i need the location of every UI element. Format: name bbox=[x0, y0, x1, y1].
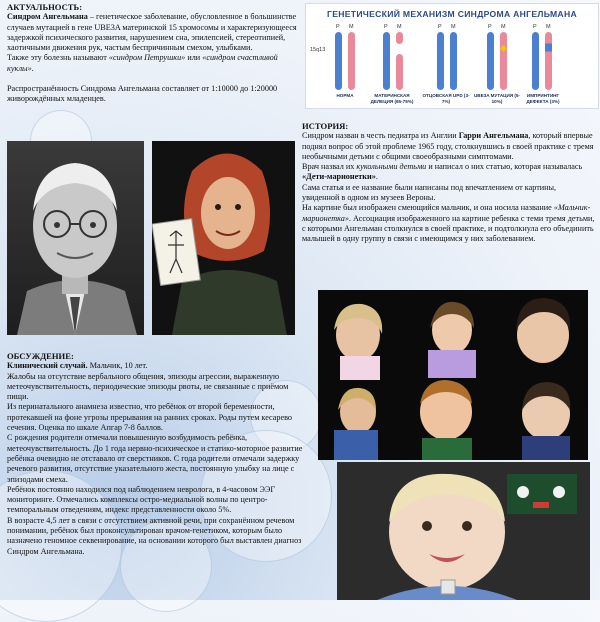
text-part: и написал о них статью, которая называлась bbox=[426, 162, 583, 172]
boy-with-puppet-painting bbox=[152, 141, 295, 335]
relevance-paragraph-1 bbox=[7, 12, 299, 53]
group-label-upd: ОТЦОВСКАЯ UPD (3-7%) bbox=[422, 93, 470, 104]
history-heading: ИСТОРИЯ: bbox=[302, 121, 349, 131]
discussion-section bbox=[7, 351, 307, 557]
history-paragraph-4 bbox=[302, 203, 595, 244]
clinical-case-line bbox=[7, 361, 307, 371]
maternal-chromosome-deleted bbox=[396, 32, 403, 44]
development-text: С рождения родители отмечали повышенную возбудимость ребёнка, метеочувствительность. До 1 года нервно-психическое и статико-моторное развитие ребёнка очевидно не отставало от сверстников. С года родители отмечали задержку речевого развития, отсутствие указательного жеста, постоянную улыбку на лице с эпизодами смеха. bbox=[7, 433, 303, 484]
relevance-heading: АКТУАЛЬНОСТЬ: bbox=[7, 2, 83, 12]
text-part: Врач назвал их bbox=[302, 162, 357, 172]
eeg-text: Ребёнок постоянно находился под наблюдением невролога, в 4-часовом ЭЭГ мониторинге. Отмечались комплексы остро-медиальной волны по центро-темпоральным отведениям, индекс представленности около 5%. bbox=[7, 484, 276, 515]
painting-illustration bbox=[152, 141, 295, 335]
text-part: . bbox=[375, 172, 378, 182]
history-paragraph-2 bbox=[302, 162, 595, 183]
diagram-title: ГЕНЕТИЧЕСКИЙ МЕХАНИЗМ СИНДРОМА АНГЕЛЬМАНА bbox=[327, 9, 577, 19]
paternal-chromosome bbox=[532, 32, 539, 90]
group-label-deletion: МАТЕРИНСКАЯ ДЕЛЕЦИЯ (65-75%) bbox=[370, 93, 414, 104]
anamnesis-text: Из перинатального анамнеза известно, что ребёнок от второй беременности, протекавшей на фоне угрозы прерывания на ранних сроках. Роды путем кесарево сечения. Оценка по шкале Апгар 7-8 баллов. bbox=[7, 402, 293, 433]
complaints-text: Жалобы на отсутствие вербального общения, эпизоды агрессии, выраженную метеочувствительность, периодические эпизоды рвоты, не связанные с приёмом пищи. bbox=[7, 371, 289, 402]
relevance-text: – генетическое заболевание, обусловленное в большинстве случаев мутацией в гене UBE3A материнской 15 хромосомы и характеризующееся задержкой психического развития, нарушением сна, эпилепсией, стереотипией, хаотичными движения рук, частым беспричинным смехом, улыбками. bbox=[7, 12, 297, 53]
group-label-norma: НОРМА bbox=[336, 93, 354, 98]
children-photo-collage bbox=[318, 290, 588, 460]
painting-title: «Мальчик-марионетка» bbox=[302, 203, 591, 223]
paternal-marker: P bbox=[336, 24, 340, 30]
discussion-heading: ОБСУЖДЕНИЕ: bbox=[7, 351, 74, 361]
diagnosis-text: В возрасте 4,5 лет в связи с отсутствием активной речи, при сохранённом речевом понимании, ребёнок был проконсультирован врачом-генетиком, которым было назначено геномное секвенирование, на основании которого был выставлен диагноз Синдром Ангельмана. bbox=[7, 515, 302, 556]
maternal-marker: M bbox=[451, 24, 456, 30]
maternal-marker: M bbox=[397, 24, 402, 30]
paternal-chromosome bbox=[450, 32, 457, 90]
alias-2: «синдром счастливой куклы» bbox=[7, 53, 278, 73]
children-illustration bbox=[318, 290, 588, 460]
group-label-imprinting: ИМПРИНТИНГ ДЕФЕКТА (3%) bbox=[526, 93, 560, 104]
paternal-marker: P bbox=[438, 24, 442, 30]
maternal-chromosome-imprinted bbox=[545, 32, 552, 90]
history-paragraph-1 bbox=[302, 131, 595, 162]
text-part: . bbox=[31, 63, 34, 73]
maternal-marker: M bbox=[501, 24, 506, 30]
history-section bbox=[302, 121, 595, 245]
text-part: Также эту болезнь называют bbox=[7, 53, 109, 63]
text-part: Синдром назван в честь педиатра из Англии bbox=[302, 131, 459, 141]
alias-1: «синдром Петрушки» bbox=[108, 53, 186, 63]
baby-patient-photo bbox=[337, 462, 590, 600]
portrait-illustration bbox=[7, 141, 144, 335]
group-label-mutation: UBE3A МУТАЦИЯ (5-10%) bbox=[473, 93, 521, 104]
genetic-mechanism-diagram bbox=[305, 3, 599, 109]
relevance-section bbox=[7, 2, 299, 105]
maternal-chromosome bbox=[500, 32, 507, 90]
text-part: . Ассоциация изображенного на картине ребенка с теми тремя детьми, с которыми Ангельман столкнулся в своей практике, и подтолкнула его объединить малышей в одну группу в связи с имеющимся у них заболеванием. bbox=[302, 213, 595, 244]
angelman-portrait-photo bbox=[7, 141, 144, 335]
paternal-marker: P bbox=[384, 24, 388, 30]
paternal-chromosome bbox=[383, 32, 390, 90]
baby-illustration bbox=[337, 462, 590, 600]
locus-label: 15q13 bbox=[310, 47, 326, 53]
prevalence-text: Распространённость Синдрома Ангельмана составляет от 1:10000 до 1:20000 живорождённых младенцев. bbox=[7, 84, 278, 104]
clinical-case-label: Клинический случай. bbox=[7, 361, 88, 371]
relevance-paragraph-2 bbox=[7, 53, 299, 74]
paternal-chromosome bbox=[487, 32, 494, 90]
paternal-marker: P bbox=[488, 24, 492, 30]
maternal-chromosome bbox=[396, 54, 403, 90]
text-part: , который впервые поднял вопрос об этой проблеме 1965 году, столкнувшись в своей практике с тремя необычными детьми с общими своеобразными симптомами. bbox=[302, 131, 594, 161]
maternal-marker: M bbox=[349, 24, 354, 30]
puppet-children-term: кукольными детьми bbox=[356, 162, 427, 172]
text-part: или bbox=[185, 53, 203, 63]
mutation-star-icon: ✸ bbox=[499, 44, 508, 55]
doctor-name: Гарри Ангельмана bbox=[458, 131, 529, 141]
paternal-chromosome bbox=[437, 32, 444, 90]
text-part: На картине был изображен смеющийся мальчик, и она носила название bbox=[302, 203, 554, 213]
article-title: «Дети-марионетки» bbox=[302, 172, 376, 182]
patient-info: Мальчик, 10 лет. bbox=[87, 361, 148, 371]
syndrome-name: Синдром Ангельмана bbox=[7, 12, 88, 22]
paternal-marker: P bbox=[533, 24, 537, 30]
history-paragraph-3: Сама статья и ее название были написаны под впечатлением от картины, увиденной в одном из музеев Вероны. bbox=[302, 182, 557, 203]
maternal-chromosome bbox=[348, 32, 355, 90]
paternal-chromosome bbox=[335, 32, 342, 90]
maternal-marker: M bbox=[546, 24, 551, 30]
